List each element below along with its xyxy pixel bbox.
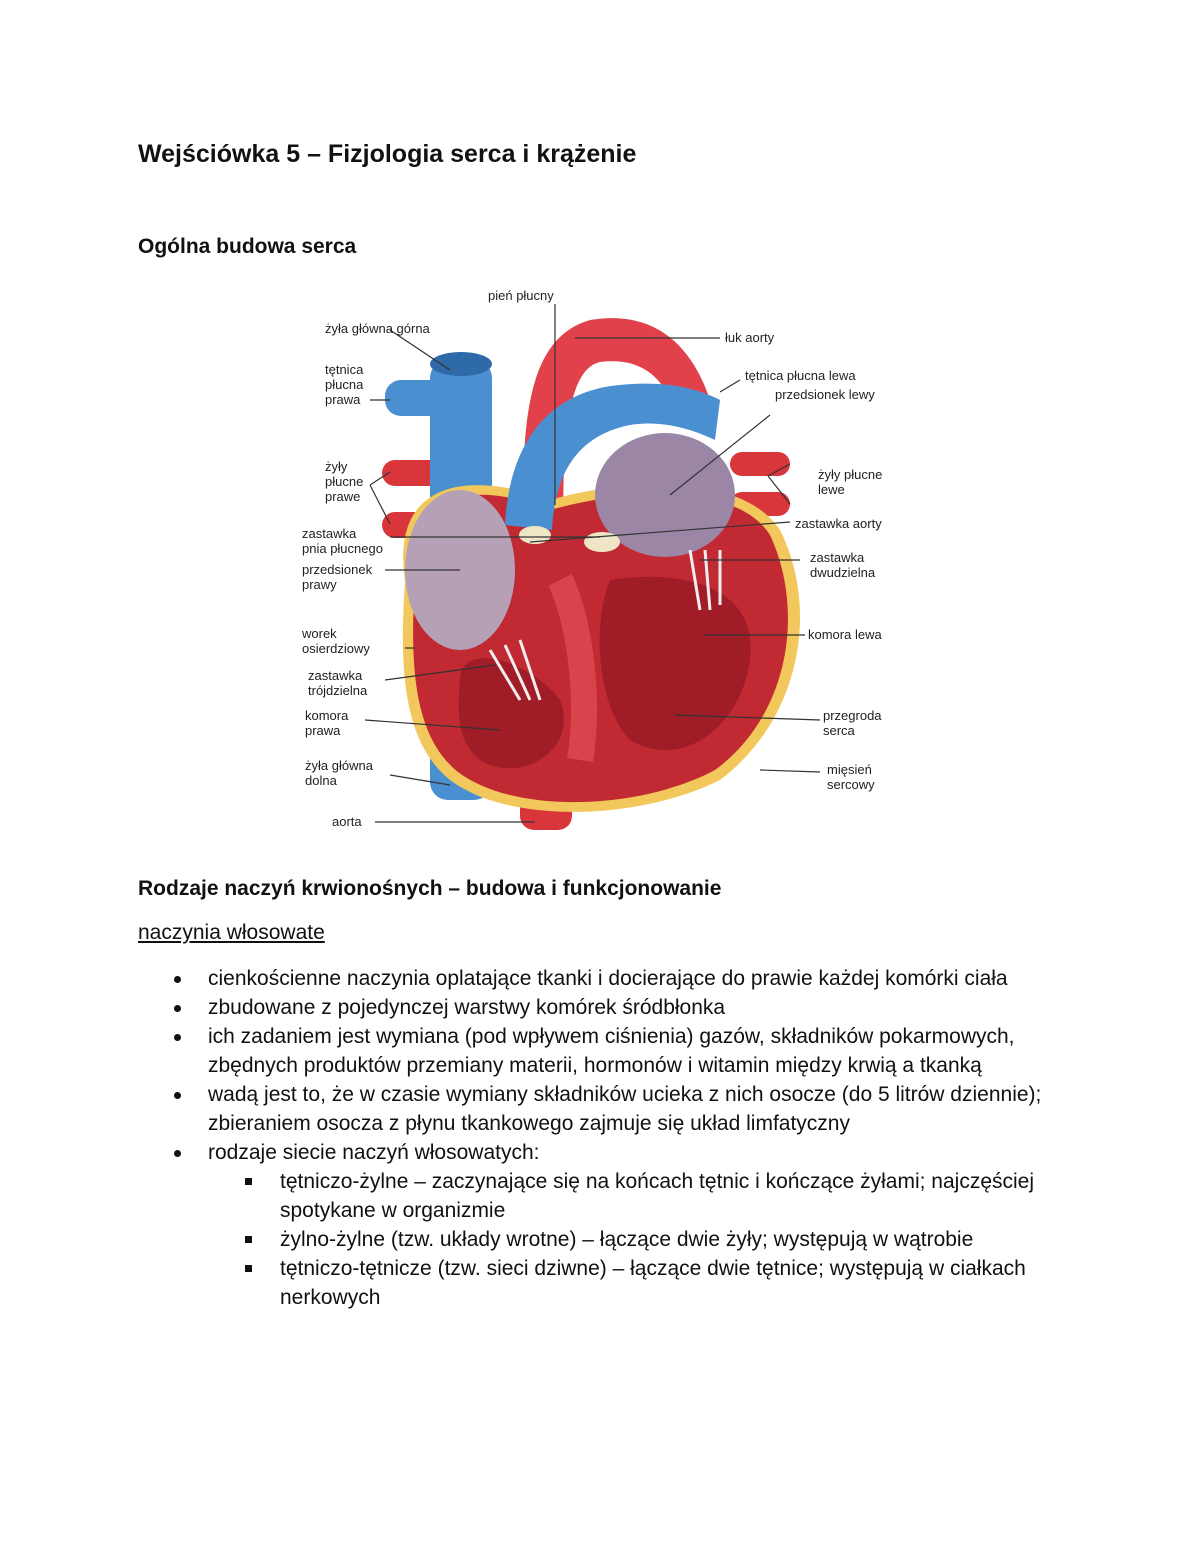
label-right-pulmonary-artery-3: prawa [325,392,361,407]
list-item-text: rodzaje siecie naczyń włosowatych: [208,1141,540,1164]
label-left-pulmonary-veins-2: lewe [818,482,845,497]
label-tricuspid-valve-1: zastawka [308,668,363,683]
label-myocardium-1: mięsień [827,762,872,777]
label-right-pulmonary-veins-3: prawe [325,489,361,504]
label-left-pulmonary-veins-1: żyły płucne [818,467,883,482]
label-pericardium-1: worek [302,626,337,641]
label-superior-vena-cava: żyła główna górna [325,321,430,336]
list-item [138,993,1078,1022]
label-inferior-vena-cava-2: dolna [305,773,337,788]
label-pulmonary-valve-2: pnia płucnego [302,541,383,556]
section-heading-heart-structure: Ogólna budowa serca [138,235,357,258]
heart-diagram [290,280,910,845]
capillary-network-types-list [208,1167,1078,1312]
list-item [138,1080,1078,1138]
label-left-atrium: przedsionek lewy [775,387,875,402]
label-right-pulmonary-veins-2: płucne [325,474,364,489]
list-item [138,1138,1078,1312]
list-item-text: wadą jest to, że w czasie wymiany składników ucieka z nich osocze (do 5 litrów dziennie); zbieraniem osocza z płynu tkankowego zajmuje się układ limfatyczny [208,1083,1042,1135]
capillaries-bullet-list [138,964,1078,1312]
label-right-ventricle-1: komora [305,708,349,723]
label-right-atrium-1: przedsionek [302,562,373,577]
label-right-ventricle-2: prawa [305,723,341,738]
label-left-ventricle: komora lewa [808,627,882,642]
label-septum-2: serca [823,723,855,738]
subheading-capillaries: naczynia włosowate [138,921,325,944]
label-right-pulmonary-artery-2: płucna [325,377,364,392]
label-aorta: aorta [332,814,362,829]
label-left-pulmonary-artery: tętnica płucna lewa [745,368,856,383]
list-item-text: zbudowane z pojedynczej warstwy komórek śródbłonka [208,996,726,1019]
label-myocardium-2: sercowy [827,777,875,792]
label-septum-1: przegroda [823,708,882,723]
list-item-text: cienkościenne naczynia oplatające tkanki i docierające do prawie każdej komórki ciała [208,967,1008,990]
page-title: Wejściówka 5 – Fizjologia serca i krążenie [138,140,637,168]
heart-illustration [382,318,800,830]
list-item [138,1022,1078,1080]
label-pericardium-2: osierdziowy [302,641,370,656]
list-item [138,964,1078,993]
sub-list-item-text: tętniczo-tętnicze (tzw. sieci dziwne) – łączące dwie tętnice; występują w ciałkach nerkowych [280,1257,1026,1309]
label-pulmonary-valve-1: zastawka [302,526,357,541]
label-mitral-valve-1: zastawka [810,550,865,565]
sub-list-item [208,1167,1078,1225]
sub-list-item-text: żylno-żylne (tzw. układy wrotne) – łączące dwie żyły; występują w wątrobie [280,1228,974,1251]
label-mitral-valve-2: dwudzielna [810,565,876,580]
sub-list-item [208,1225,1078,1254]
label-right-pulmonary-artery-1: tętnica [325,362,364,377]
list-item-text: ich zadaniem jest wymiana (pod wpływem ciśnienia) gazów, składników pokarmowych, zbędnych produktów przemiany materii, hormonów i witamin między krwią a tkanką [208,1025,1015,1077]
label-aortic-valve: zastawka aorty [795,516,882,531]
sub-list-item-text: tętniczo-żylne – zaczynające się na końcach tętnic i kończące żyłami; najczęściej spotykane w organizmie [280,1170,1035,1222]
section-heading-blood-vessels: Rodzaje naczyń krwionośnych – budowa i funkcjonowanie [138,877,722,900]
label-pulmonary-trunk: pień płucny [488,288,554,303]
label-right-pulmonary-veins-1: żyły [325,459,348,474]
label-inferior-vena-cava-1: żyła główna [305,758,373,773]
label-right-atrium-2: prawy [302,577,337,592]
sub-list-item [208,1254,1078,1312]
label-aortic-arch: łuk aorty [725,330,775,345]
label-tricuspid-valve-2: trójdzielna [308,683,368,698]
